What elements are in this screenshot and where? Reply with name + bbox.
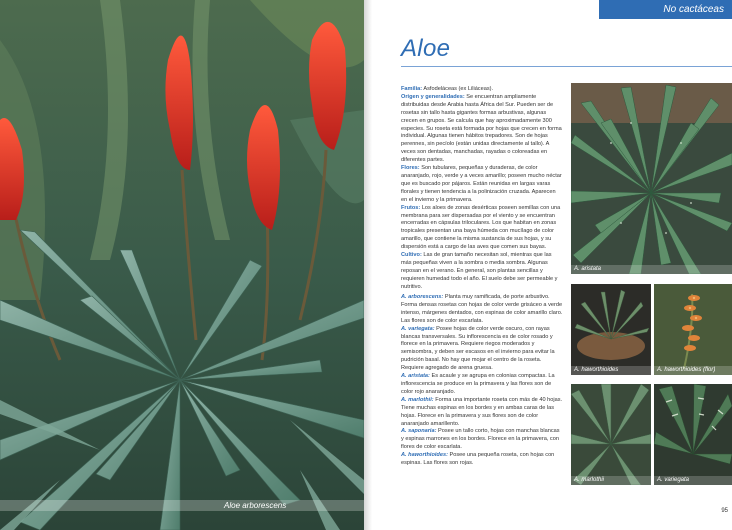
- species-name: A. haworthioides:: [401, 452, 448, 459]
- page-number: 95: [721, 508, 728, 514]
- frutos-text: Los aloes de zonas desérticas poseen semillas con una membrana para ser dispersadas por el viento y se encuentran encerradas en cápsulas triloculares. Los que habitan en zonas tropicales presentan una baya húmeda con mucílago de color amarillo, que contiene la misma sustancia de sus hojas, y su dispersión está a cargo de las aves que comen sus bayas.: [401, 204, 561, 251]
- species-name: A. aristata:: [401, 373, 430, 380]
- section-tab: No cactáceas: [599, 0, 732, 19]
- photo-aristata: [571, 83, 732, 274]
- page-gutter: [364, 0, 372, 530]
- origen-text: Se encuentran ampliamente distribuidas desde Arabia hasta África del Sur. Pueden ser de rosetas sin tallo hasta gigantes formas arbustivas, algunas crecen en grupos. Se calcula que hay aproximadamente 300 especies. Su roseta está formada por hojas que crecen en forma individual. Algunas tienen hábitos trepadores. Son de hojas perennes, sin pecíolo (están unidas directamente al tallo). A veces son dentadas, manchadas, rayadas o coloreadas en diferentes partes.: [401, 93, 562, 164]
- species-text: Es acaule y se agrupa en colonias compactas. La inflorescencia se produce en la primavera y las flores son de color rojo anaranjado.: [401, 373, 555, 395]
- right-page: [372, 0, 732, 530]
- title-divider: [401, 66, 732, 67]
- species-name: A. variegata:: [401, 325, 435, 332]
- species-name: A. arborescens:: [401, 294, 444, 300]
- page-title: Aloe: [401, 35, 451, 62]
- thumb-caption: A. variegata: [654, 476, 732, 485]
- familia-text: Asfodeláceas (ex Liliáceas).: [422, 86, 494, 92]
- marlothii-illustration: [571, 384, 651, 485]
- photo-caption: Aloe arborescens: [0, 500, 364, 511]
- photo-illustration: [0, 0, 364, 530]
- flores-label: Flores:: [401, 165, 420, 172]
- aristata-illustration: [571, 83, 732, 274]
- species-text: Posee un tallo corto, hojas con manchas blancas y espinas marrones en los bordes. Florece en la primavera, con flores de color escarlata.: [401, 428, 560, 451]
- origen-label: Origen y generalidades:: [401, 93, 465, 100]
- thumb-caption: A. haworthioides (flor): [654, 366, 732, 375]
- general-description: [401, 86, 563, 292]
- photo-variegata: [654, 384, 732, 485]
- aloe-arborescens-photo: [0, 0, 364, 530]
- cultivo-label: Cultivo:: [401, 252, 422, 259]
- frutos-label: Frutos:: [401, 204, 421, 211]
- species-name: A. saponaria:: [401, 428, 437, 435]
- haworthioides-flor-illustration: [654, 284, 732, 375]
- thumb-caption: A. aristata: [571, 265, 732, 274]
- species-name: A. marlothii:: [401, 396, 434, 403]
- photo-haworthioides: [571, 284, 651, 375]
- species-list: [401, 294, 563, 468]
- species-text: Posee hojas de color verde oscuro, con rayas blancas transversales. Su inflorescencia es de color rosado y florece en la primavera. Requiere riegos moderados y semisombra, y deben ser escasos en el invierno para evitar la pudrición basal. No hay que mojar el centro de la roseta. Requiere agregado de arena gruesa.: [401, 325, 555, 372]
- species-text: Forma una importante roseta con más de 40 hojas. Tiene muchas espinas en los bordes y en ambas caras de las hojas. Florece en la primavera y sus flores son de color anaranjado amarillento.: [401, 396, 563, 427]
- cultivo-text: Las de gran tamaño necesitan sol, mientras que las más pequeñas viven a la sombra o media sombra. Algunas reposan en el verano. En general, son plantas sencillas y requieren humedad todo el año. El suelo debe ser permeable y nutritivo.: [401, 252, 558, 290]
- thumb-caption: A. haworthioides: [571, 366, 651, 375]
- photo-haworthioides-flor: [654, 284, 732, 375]
- photo-marlothii: [571, 384, 651, 485]
- species-text: Planta muy ramificada, de porte arbustivo. Forma densas rosetas con hojas de color verde grisáceo a verde intenso, márgenes dentados, con espinas de color amarillo claro. Las flores son de color escarlata.: [401, 294, 563, 324]
- haworthioides-illustration: [571, 284, 651, 375]
- familia-label: Familia:: [401, 86, 423, 92]
- variegata-illustration: [654, 384, 732, 485]
- thumb-caption: A. marlothii: [571, 476, 651, 485]
- flores-text: Son tubulares, pequeñas y duraderas, de color anaranjado, rojo, verde y a veces amarillo; poseen mucho néctar que es buscado por pájaros. Están reunidas en largas varas florales y tienen tendencia a la polinización cruzada. Aparecen en el invierno y la primavera.: [401, 165, 562, 203]
- species-text: Posee una pequeña roseta, con hojas con espinas. Las flores son rojas.: [401, 452, 555, 467]
